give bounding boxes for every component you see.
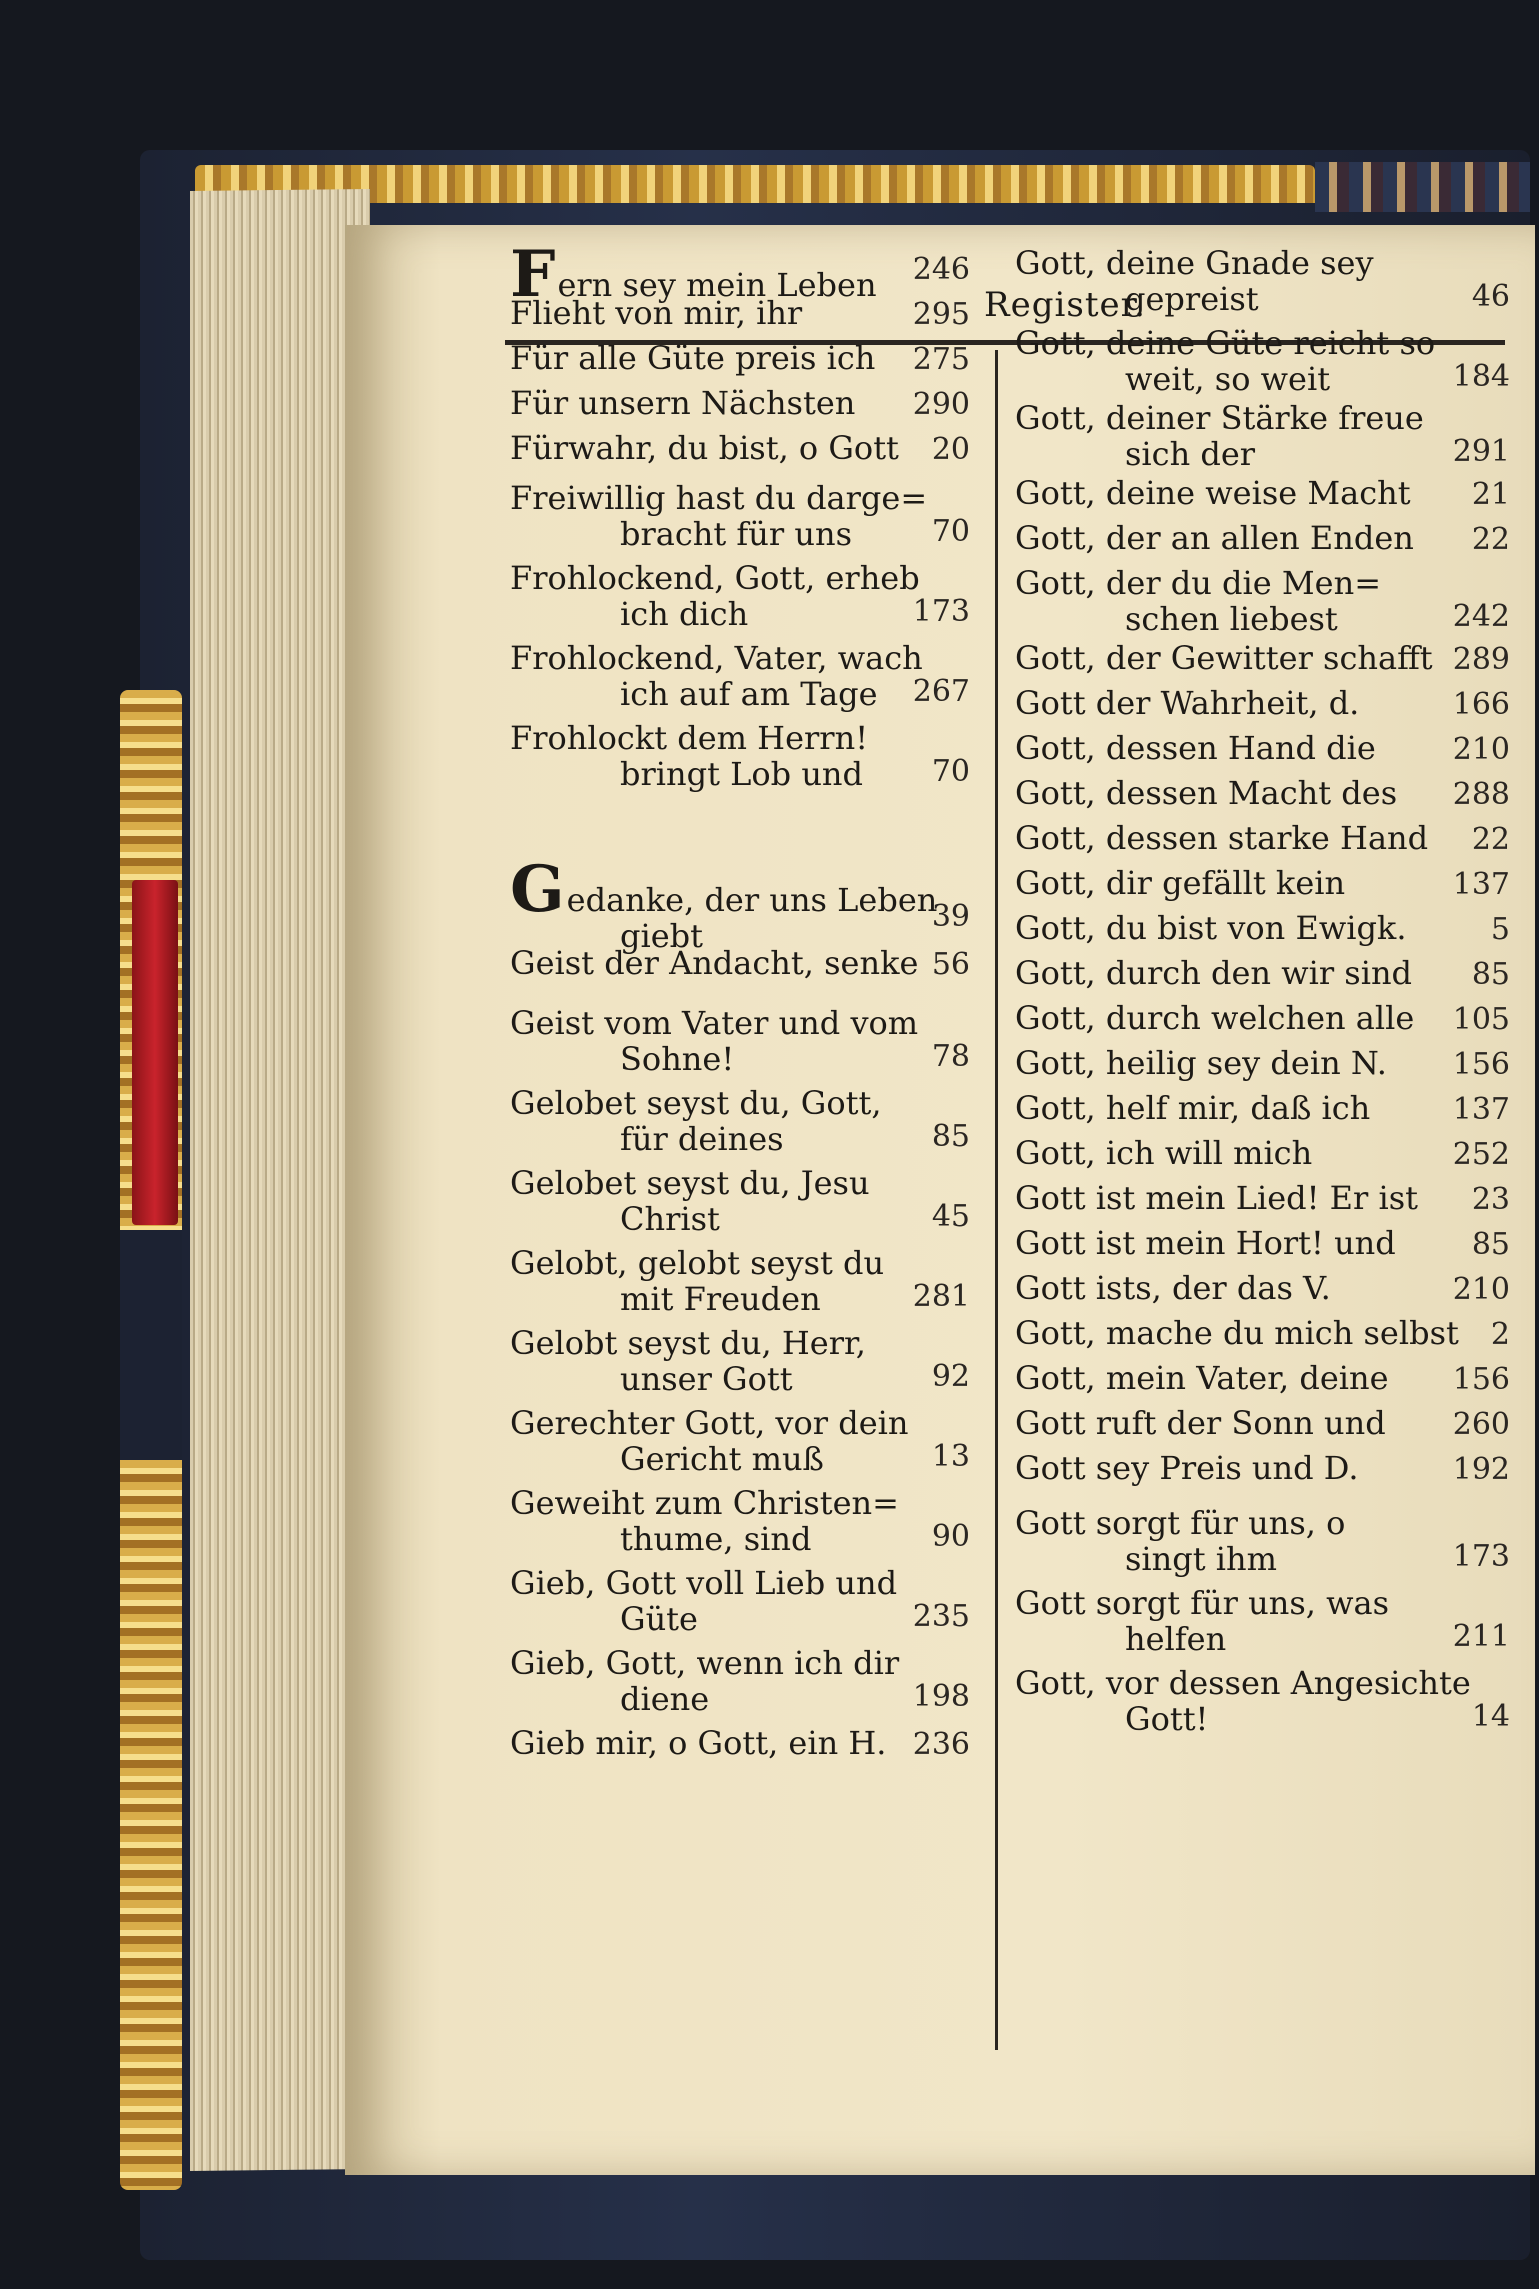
entry-title: Geist vom Vater und vom <box>510 1004 919 1042</box>
entry-title: Gott, mein Vater, deine <box>1015 1359 1389 1397</box>
entry-continuation: ich auf am Tage <box>620 675 878 713</box>
entry-title: Freiwillig hast du darge= <box>510 479 928 517</box>
right-index-entry <box>1015 1090 1370 1126</box>
right-index-entry <box>1015 400 1424 472</box>
decorated-initial: F <box>510 237 556 312</box>
entry-title: Gott ist mein Hort! und <box>1015 1224 1396 1262</box>
entry-title: Gieb, Gott, wenn ich dir <box>510 1644 900 1682</box>
page-number: 281 <box>912 1279 970 1314</box>
entry-title: Gott, deiner Stärke freue <box>1015 399 1424 437</box>
entry-title: Gieb, Gott voll Lieb und <box>510 1564 898 1602</box>
entry-title: Gerechter Gott, vor dein <box>510 1404 909 1442</box>
left-index-entry <box>510 1245 884 1317</box>
left-index-entry <box>510 1165 870 1237</box>
entry-title: Gelobt seyst du, Herr, <box>510 1324 866 1362</box>
page-number: 92 <box>931 1359 970 1394</box>
entry-title: Gelobet seyst du, Jesu <box>510 1164 870 1202</box>
page-number: 166 <box>1452 687 1510 722</box>
page-number: 289 <box>1452 642 1510 677</box>
page-number: 252 <box>1452 1137 1510 1172</box>
entry-continuation: Christ <box>620 1200 720 1238</box>
left-index-entry <box>510 1085 882 1157</box>
page-edges <box>190 189 370 2171</box>
page-number: 173 <box>1452 1539 1510 1574</box>
page-number: 70 <box>931 514 970 549</box>
page-number: 85 <box>931 1119 970 1154</box>
right-index-entry <box>1015 245 1374 317</box>
left-index-entry <box>510 852 938 955</box>
right-index-entry <box>1015 820 1428 856</box>
entry-title: Gott, der an allen Enden <box>1015 519 1414 557</box>
right-index-entry <box>1015 520 1414 556</box>
right-index-entry <box>1015 1000 1414 1036</box>
right-index-entry <box>1015 910 1406 946</box>
page-number: 295 <box>912 297 970 332</box>
cover-decoration <box>1315 162 1530 212</box>
entry-title: Gieb mir, o Gott, ein H. <box>510 1724 887 1762</box>
left-index-entry <box>510 1405 909 1477</box>
entry-continuation: Gericht muß <box>620 1440 824 1478</box>
entry-continuation: schen liebest <box>1125 600 1338 638</box>
entry-title: Gott ist mein Lied! Er ist <box>1015 1179 1418 1217</box>
left-index-entry <box>510 720 868 792</box>
entry-continuation: bracht für uns <box>620 515 852 553</box>
right-index-entry <box>1015 1360 1389 1396</box>
entry-title: Gott, der du die Men= <box>1015 564 1381 602</box>
left-index-entry <box>510 640 923 712</box>
entry-continuation: thume, sind <box>620 1520 812 1558</box>
entry-title: Geweiht zum Christen= <box>510 1484 899 1522</box>
right-index-entry <box>1015 1405 1386 1441</box>
entry-title: Gott, deine Güte reicht so <box>1015 324 1436 362</box>
right-index-entry <box>1015 685 1359 721</box>
page-number: 211 <box>1452 1619 1510 1654</box>
page-number: 13 <box>931 1439 970 1474</box>
right-index-entry <box>1015 565 1381 637</box>
entry-title: Gelobt, gelobt seyst du <box>510 1244 885 1282</box>
left-index-entry <box>510 1645 899 1717</box>
index-page <box>345 225 1535 2175</box>
right-index-entry <box>1015 475 1411 511</box>
entry-continuation: diene <box>620 1680 710 1718</box>
entry-continuation: gepreist <box>1125 280 1259 318</box>
entry-title: Gott ruft der Sonn und <box>1015 1404 1386 1442</box>
entry-title: Gelobet seyst du, Gott, <box>510 1084 882 1122</box>
entry-title: Gott, dessen Hand die <box>1015 729 1376 767</box>
left-index-entry <box>510 1325 866 1397</box>
page-number: 156 <box>1452 1047 1510 1082</box>
red-bookmark <box>132 880 178 1225</box>
entry-title: Gott sey Preis und D. <box>1015 1449 1359 1487</box>
entry-continuation: sich der <box>1125 435 1256 473</box>
left-index-entry <box>510 560 920 632</box>
entry-title: Frohlockt dem Herrn! <box>510 719 869 757</box>
page-number: 22 <box>1471 522 1510 557</box>
page-number: 275 <box>912 342 970 377</box>
entry-continuation: bringt Lob und <box>620 755 864 793</box>
entry-title: Gott der Wahrheit, d. <box>1015 684 1360 722</box>
entry-title: Gedanke, der uns Leben <box>510 852 938 927</box>
page-number: 156 <box>1452 1362 1510 1397</box>
page-number: 137 <box>1452 1092 1510 1127</box>
page-number: 105 <box>1452 1002 1510 1037</box>
right-index-entry <box>1015 1450 1358 1486</box>
page-number: 236 <box>912 1727 970 1762</box>
left-index-entry <box>510 430 899 466</box>
entry-title: Für unsern Nächsten <box>510 384 856 422</box>
entry-title: Geist der Andacht, senke <box>510 944 919 982</box>
entry-continuation: Güte <box>620 1600 698 1638</box>
page-number: 23 <box>1471 1182 1510 1217</box>
entry-continuation: mit Freuden <box>620 1280 821 1318</box>
decorated-initial: G <box>510 852 565 927</box>
left-index-entry <box>510 1485 899 1557</box>
left-index-entry <box>510 1005 918 1077</box>
page-number: 90 <box>931 1519 970 1554</box>
entry-title: Gott, dessen starke Hand <box>1015 819 1429 857</box>
entry-title: Gott, helf mir, daß ich <box>1015 1089 1371 1127</box>
right-index-entry <box>1015 1315 1459 1351</box>
right-index-entry <box>1015 325 1435 397</box>
right-index-entry <box>1015 1180 1418 1216</box>
page-number: 56 <box>931 947 970 982</box>
entry-title: Frohlockend, Gott, erheb <box>510 559 920 597</box>
left-index-entry <box>510 295 802 331</box>
page-number: 242 <box>1452 599 1510 634</box>
right-index-entry <box>1015 1225 1396 1261</box>
page-number: 2 <box>1490 1317 1510 1352</box>
entry-title: Gott, der Gewitter schafft <box>1015 639 1433 677</box>
left-index-entry <box>510 480 927 552</box>
right-index-entry <box>1015 1505 1345 1577</box>
entry-continuation: Sohne! <box>620 1040 735 1078</box>
page-header: Register. <box>984 285 1146 325</box>
entry-continuation: unser Gott <box>620 1360 793 1398</box>
left-index-entry <box>510 945 918 981</box>
page-number: 85 <box>1471 957 1510 992</box>
page-number: 22 <box>1471 822 1510 857</box>
page-number: 39 <box>931 899 970 934</box>
right-index-entry <box>1015 865 1345 901</box>
entry-continuation: ich dich <box>620 595 749 633</box>
entry-title: Gott, dessen Macht des <box>1015 774 1398 812</box>
cover-gap <box>120 1230 182 1460</box>
page-number: 5 <box>1490 912 1510 947</box>
right-index-entry <box>1015 1135 1312 1171</box>
left-index-entry <box>510 1725 886 1761</box>
entry-title: Gott sorgt für uns, was <box>1015 1584 1390 1622</box>
page-number: 290 <box>912 387 970 422</box>
page-number: 78 <box>931 1039 970 1074</box>
page-number: 267 <box>912 674 970 709</box>
page-number: 20 <box>931 432 970 467</box>
page-number: 260 <box>1452 1407 1510 1442</box>
right-index-entry <box>1015 1585 1389 1657</box>
entry-title: Gott, deine weise Macht <box>1015 474 1411 512</box>
entry-title: Gott sorgt für uns, o <box>1015 1504 1346 1542</box>
left-index-entry <box>510 340 875 376</box>
left-index-entry <box>510 385 855 421</box>
left-index-entry <box>510 1565 897 1637</box>
right-index-entry <box>1015 640 1433 676</box>
page-number: 137 <box>1452 867 1510 902</box>
entry-title: Gott, dir gefällt kein <box>1015 864 1346 902</box>
column-rule <box>995 350 998 2050</box>
right-index-entry <box>1015 955 1412 991</box>
entry-title: Flieht von mir, ihr <box>510 294 803 332</box>
entry-title: Frohlockend, Vater, wach <box>510 639 923 677</box>
page-number: 210 <box>1452 732 1510 767</box>
entry-continuation: weit, so weit <box>1125 360 1331 398</box>
page-number: 21 <box>1471 477 1510 512</box>
page-number: 210 <box>1452 1272 1510 1307</box>
page-number: 192 <box>1452 1452 1510 1487</box>
page-number: 46 <box>1471 279 1510 314</box>
right-index-entry <box>1015 775 1397 811</box>
entry-title: Gott, durch den wir sind <box>1015 954 1413 992</box>
right-index-entry <box>1015 1665 1471 1737</box>
entry-title: Gott, vor dessen Angesichte <box>1015 1664 1471 1702</box>
page-number: 235 <box>912 1599 970 1634</box>
entry-continuation: giebt <box>620 917 703 955</box>
entry-continuation: für deines <box>620 1120 784 1158</box>
page-number: 184 <box>1452 359 1510 394</box>
page-number: 198 <box>912 1679 970 1714</box>
entry-title: Für alle Güte preis ich <box>510 339 876 377</box>
right-index-entry <box>1015 1045 1387 1081</box>
page-number: 246 <box>912 252 970 287</box>
entry-title: Fürwahr, du bist, o Gott <box>510 429 899 467</box>
entry-continuation: Gott! <box>1125 1700 1209 1738</box>
page-number: 70 <box>931 754 970 789</box>
page-number: 173 <box>912 594 970 629</box>
entry-title: Gott, ich will mich <box>1015 1134 1313 1172</box>
page-number: 14 <box>1471 1699 1510 1734</box>
page-number: 85 <box>1471 1227 1510 1262</box>
entry-continuation: helfen <box>1125 1620 1227 1658</box>
page-number: 291 <box>1452 434 1510 469</box>
entry-title: Gott, mache du mich selbst <box>1015 1314 1459 1352</box>
entry-title: Gott ists, der das V. <box>1015 1269 1331 1307</box>
entry-title: Gott, deine Gnade sey <box>1015 244 1374 282</box>
right-index-entry <box>1015 1270 1331 1306</box>
page-number: 288 <box>1452 777 1510 812</box>
entry-title: Gott, heilig sey dein N. <box>1015 1044 1387 1082</box>
page-number: 45 <box>931 1199 970 1234</box>
right-index-entry <box>1015 730 1376 766</box>
entry-title: Gott, durch welchen alle <box>1015 999 1415 1037</box>
entry-title: Gott, du bist von Ewigk. <box>1015 909 1407 947</box>
entry-title: Fern sey mein Leben <box>510 237 877 312</box>
entry-continuation: singt ihm <box>1125 1540 1277 1578</box>
